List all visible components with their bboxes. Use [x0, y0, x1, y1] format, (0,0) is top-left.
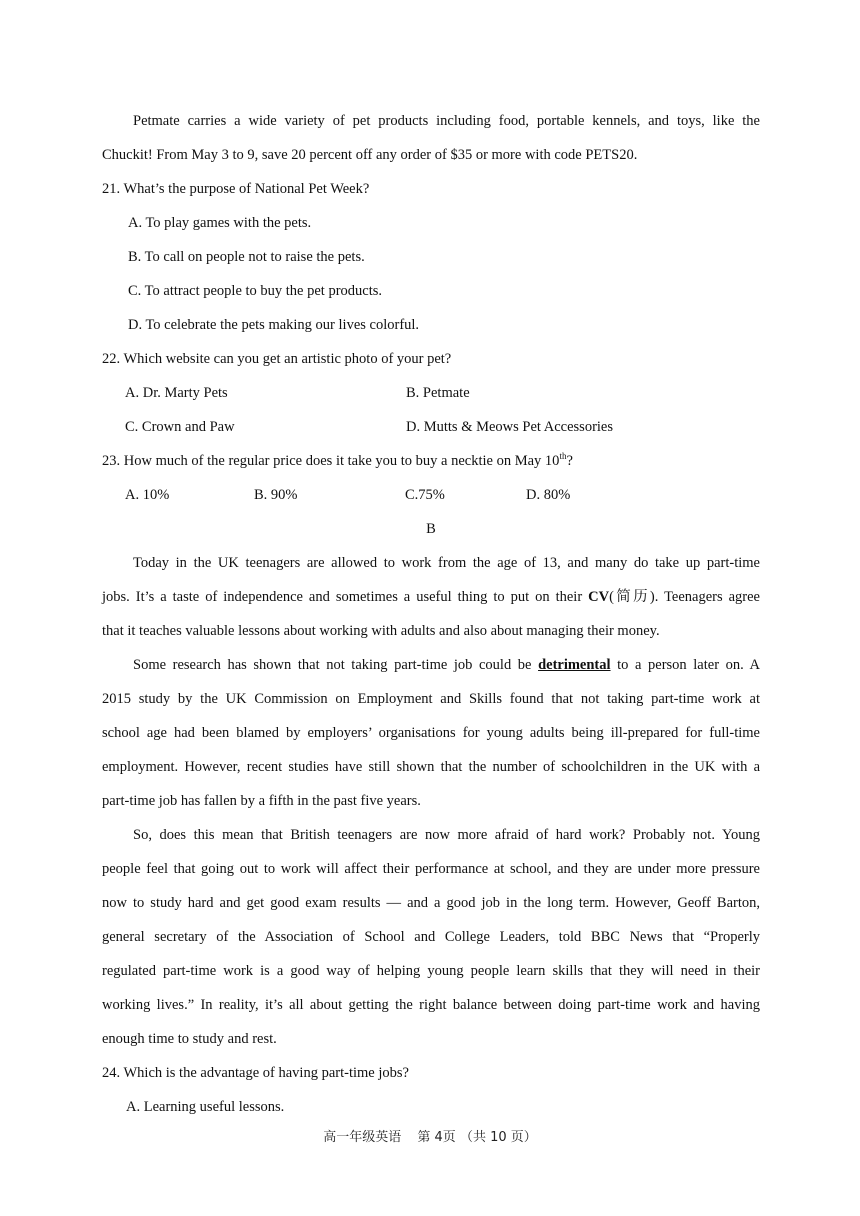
passage-p3-line-6: working lives.” In reality, it’s all about getting the right balance between doing part-time work and having — [102, 997, 760, 1013]
q23-option-a: A. 10% — [125, 487, 170, 503]
q22-options-row-1 — [102, 376, 760, 410]
p2-line-1-text: Some research has shown that not taking part-time job could be — [133, 657, 532, 673]
q22-options-row-2 — [102, 410, 760, 444]
q23-question-text: 23. How much of the regular price does it take you to buy a necktie on May 10 — [102, 453, 560, 469]
footer-page-number: 第 4页 （共 10 页） — [417, 1130, 537, 1145]
passage-p2-line-5: part-time job has fallen by a fifth in the past five years. — [102, 793, 421, 809]
q21-option-c: C. To attract people to buy the pet products. — [128, 283, 383, 299]
passage-p3-line-3: now to study hard and get good exam results — and a good job in the long term. However, Geoff Barton, — [102, 895, 760, 911]
p1-line-2-text: jobs. It’s a taste of independence and sometimes a useful thing to put on their — [102, 589, 583, 605]
q22-option-b: B. Petmate — [406, 385, 470, 401]
passage-p2-line-3: school age had been blamed by employers’ organisations for young adults being ill-prepared for full-time — [102, 725, 760, 741]
q21-option-b: B. To call on people not to raise the pets. — [128, 249, 365, 265]
q23-options — [102, 478, 760, 512]
p2-line-1-rest: to a person later on. A — [617, 657, 760, 673]
question-22: 22. Which website can you get an artistic photo of your pet? — [102, 351, 452, 367]
question-21: 21. What’s the purpose of National Pet Week? — [102, 181, 370, 197]
q23-option-c: C.75% — [405, 487, 445, 503]
p1-line-2-rest: (简历). Teenagers agree — [609, 589, 760, 605]
q23-option-d: D. 80% — [526, 487, 571, 503]
passage-p1-line-1: Today in the UK teenagers are allowed to work from the age of 13, and many do take up part-time — [133, 555, 760, 571]
passage-p3-line-4: general secretary of the Association of School and College Leaders, told BBC News that “Properly — [102, 929, 760, 945]
cv-term: CV — [588, 589, 610, 605]
exam-page — [102, 104, 760, 1124]
q22-option-d: D. Mutts & Meows Pet Accessories — [406, 419, 614, 435]
q23-option-b: B. 90% — [254, 487, 298, 503]
passage-p2-line-1 — [102, 648, 760, 682]
detrimental-term: detrimental — [538, 657, 611, 673]
q22-option-a: A. Dr. Marty Pets — [125, 385, 228, 401]
passage-p3-line-1: So, does this mean that British teenagers are now more afraid of hard work? Probably not. Young — [133, 827, 760, 843]
q24-option-a: A. Learning useful lessons. — [126, 1099, 285, 1115]
passage-p2-line-2: 2015 study by the UK Commission on Employment and Skills found that not taking part-time work at — [102, 691, 760, 707]
q23-superscript: th — [559, 451, 567, 462]
passage-p2-line-4: employment. However, recent studies have still shown that the number of schoolchildren in the UK with a — [102, 759, 760, 775]
question-24: 24. Which is the advantage of having part-time jobs? — [102, 1065, 409, 1081]
passage-p3-line-7: enough time to study and rest. — [102, 1031, 277, 1047]
petmate-line-2: Chuckit! From May 3 to 9, save 20 percent off any order of $35 or more with code PETS20. — [102, 147, 638, 163]
q22-option-c: C. Crown and Paw — [125, 419, 235, 435]
question-23 — [102, 444, 760, 478]
passage-p3-line-2: people feel that going out to work will affect their performance at school, and they are under more pressure — [102, 861, 760, 877]
page-footer — [0, 1126, 860, 1145]
q23-question-mark: ? — [566, 453, 573, 469]
passage-p1-line-2 — [102, 580, 760, 614]
section-b-heading: B — [426, 521, 436, 537]
q21-option-a: A. To play games with the pets. — [128, 215, 312, 231]
footer-subject: 高一年级英语 — [323, 1130, 402, 1145]
q21-option-d: D. To celebrate the pets making our lives colorful. — [128, 317, 420, 333]
passage-p1-line-3: that it teaches valuable lessons about working with adults and also about managing their money. — [102, 623, 660, 639]
petmate-line-1: Petmate carries a wide variety of pet products including food, portable kennels, and toys, like the — [133, 113, 760, 129]
passage-p3-line-5: regulated part-time work is a good way of helping young people learn skills that they will need in their — [102, 963, 760, 979]
